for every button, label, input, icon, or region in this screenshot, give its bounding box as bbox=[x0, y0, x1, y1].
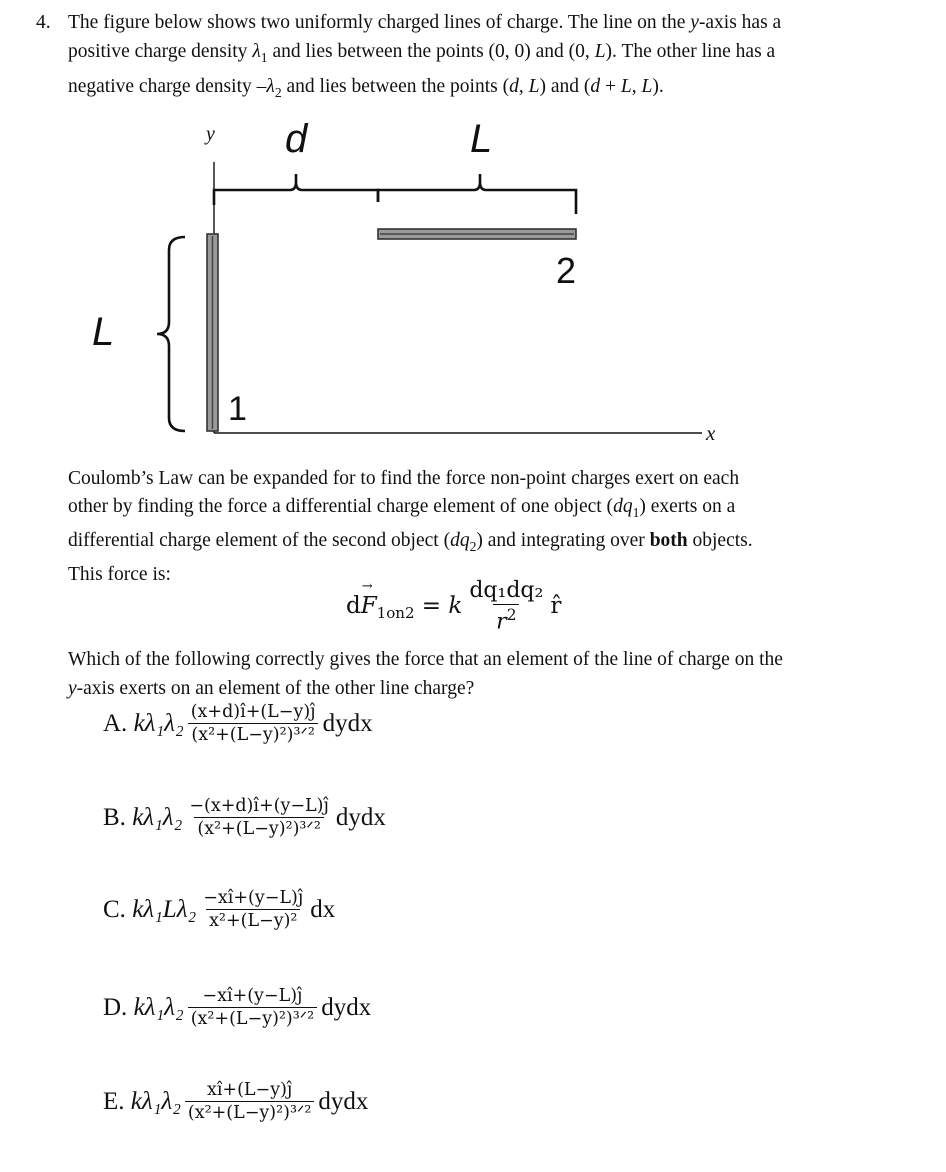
d-label bbox=[285, 117, 309, 161]
option-e[interactable]: E. kλ₁λ₂ $\frac{xî+(L-y)ĵ}{\text{(x²+(L−y)²)³ᐟ²}}$ dydx bbox=[103, 1080, 369, 1123]
x-axis-label bbox=[705, 421, 716, 445]
svg-text:d: d bbox=[285, 117, 308, 161]
question-text: Which of the following correctly gives the force that an element of the line of charge on the y-axis exerts on an element of the other line charge? bbox=[68, 649, 783, 699]
equation-lhs: dF → bbox=[346, 579, 377, 620]
problem-number: 4. bbox=[36, 12, 51, 33]
L-brace bbox=[378, 174, 576, 214]
svg-text:y: y bbox=[206, 123, 215, 145]
line-1-label bbox=[228, 390, 247, 428]
L-top-label bbox=[470, 117, 492, 161]
option-c[interactable]: C. kλ₁Lλ₂ $\frac{-xî+(y-L)ĵ}{\text{x²+(L−y)²}}$ dx bbox=[103, 888, 336, 931]
charged-lines-figure bbox=[0, 0, 946, 460]
option-a[interactable]: A. kλ₁λ₂ $\frac{(x+d)î+(L-y)ĵ}{\text{(x²+(L−y)²)³ᐟ²}}$ dydx bbox=[103, 702, 373, 745]
d-brace bbox=[214, 174, 378, 205]
option-d[interactable]: D. kλ₁λ₂ $\frac{-xî+(y-L)ĵ}{\text{(x²+(L−y)²)³ᐟ²}}$ dydx bbox=[103, 986, 372, 1029]
coulomb-paragraph: Coulomb’s Law can be expanded for to find the force non-point charges exert on each other by finding the force a differential charge element of one object $(dq_1)$ exerts on a differential charge element of the second object $(dq_2)$ and integrating over both objects. This force is: bbox=[68, 468, 753, 585]
svg-text:x: x bbox=[706, 421, 716, 445]
L-left-label bbox=[92, 310, 114, 354]
problem-intro: 4. The figure below shows two uniformly charged lines of charge. The line on the y-axis has a positive charge density $\lambda_1$ and lies between the points (0, 0) and (0, L). The other line has a negative charge density $-\lambda_2$ and lies between the points (d, L) and (d + L, L). bbox=[36, 8, 916, 107]
svg-text:1: 1 bbox=[228, 390, 247, 428]
y-axis-label bbox=[204, 123, 215, 145]
line-2-label bbox=[556, 250, 576, 291]
option-b[interactable]: B. kλ₁λ₂ $\frac{-(x+d)î+(y-L)ĵ}{\text{(x²+(L−y)²)³ᐟ²}}$ dydx bbox=[103, 796, 386, 839]
svg-text:L: L bbox=[470, 117, 493, 161]
L-left-brace bbox=[157, 237, 185, 431]
coulomb-equation: dF → $_{1on2}$ = k $\frac{\text{dq₁dq₂}}{r^2}$ r̂ bbox=[346, 578, 562, 635]
svg-text:L: L bbox=[92, 310, 115, 354]
svg-text:2: 2 bbox=[556, 250, 577, 291]
